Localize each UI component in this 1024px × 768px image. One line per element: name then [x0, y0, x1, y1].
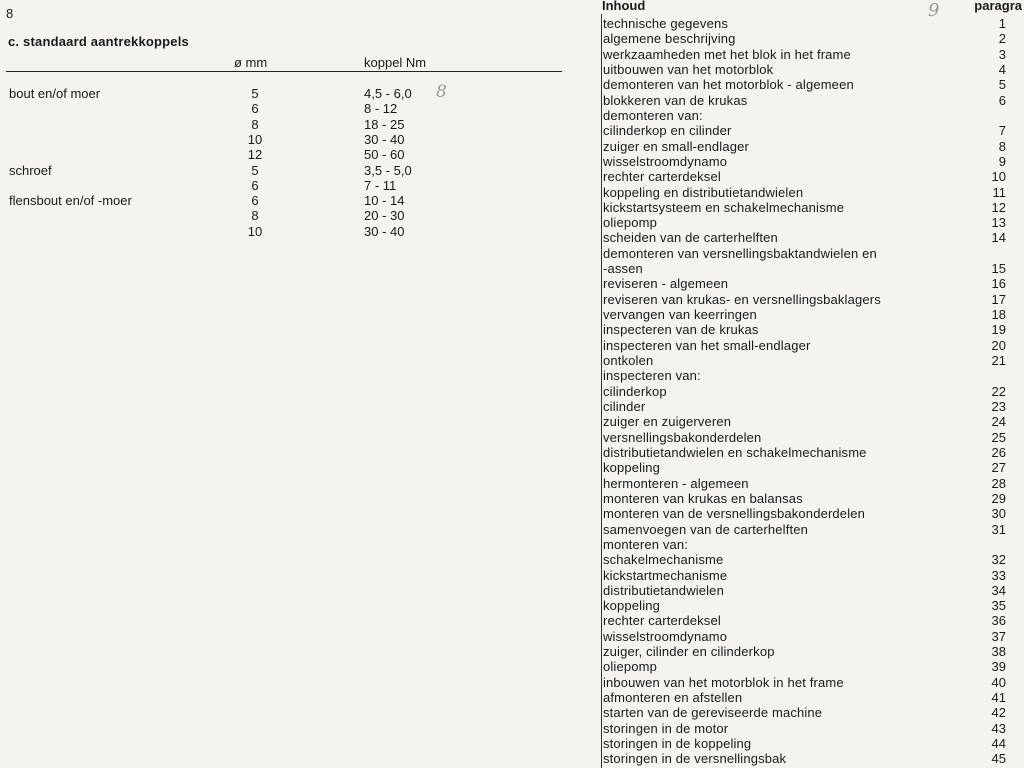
- list-item: [580, 399, 1024, 414]
- handwritten-mark: 8: [436, 82, 447, 102]
- table-row: [0, 147, 580, 162]
- toc-item-number: 17: [991, 291, 1006, 307]
- row-koppel: 50 - 60: [364, 147, 405, 163]
- list-item: [580, 276, 1024, 291]
- toc-item-number: 1: [998, 16, 1006, 31]
- list-item: [580, 338, 1024, 353]
- list-item: [580, 705, 1024, 720]
- table-row: [0, 101, 580, 116]
- toc-item-label: rechter carterdeksel: [603, 169, 721, 185]
- row-diameter: 10: [247, 223, 263, 239]
- list-item: [580, 246, 1024, 261]
- toc-item-number: 37: [991, 628, 1006, 644]
- toc-item-label: inspecteren van de krukas: [603, 322, 759, 338]
- list-item: [580, 751, 1024, 766]
- row-koppel: 30 - 40: [364, 223, 405, 239]
- toc-item-label: zuiger, cilinder en cilinderkop: [603, 644, 775, 660]
- list-item: [580, 307, 1024, 322]
- toc-item-number: 12: [991, 199, 1006, 215]
- list-item: [580, 552, 1024, 567]
- toc-item-label: oliepomp: [603, 659, 657, 675]
- toc-item-label: zuiger en small-endlager: [603, 138, 749, 154]
- page-number: 8: [6, 6, 14, 21]
- toc-item-label: samenvoegen van de carterhelften: [603, 521, 808, 537]
- table-row: [0, 117, 580, 132]
- row-label: schroef: [9, 162, 52, 178]
- row-koppel: 7 - 11: [364, 177, 397, 193]
- list-item: [580, 476, 1024, 491]
- toc-item-label: wisselstroomdynamo: [603, 628, 728, 644]
- list-item: [580, 62, 1024, 77]
- list-item: [580, 537, 1024, 552]
- toc-item-number: 41: [991, 690, 1006, 706]
- list-item: [580, 430, 1024, 445]
- row-diameter: 8: [251, 116, 259, 132]
- row-diameter: 6: [251, 177, 259, 193]
- toc-item-number: 19: [991, 322, 1006, 338]
- toc-item-label: distributietandwielen: [603, 582, 724, 598]
- toc-item-label: wisselstroomdynamo: [603, 153, 728, 169]
- toc-item-number: 36: [991, 613, 1006, 629]
- toc-item-number: 14: [991, 230, 1006, 246]
- row-diameter: 10: [247, 131, 263, 147]
- list-item: [580, 690, 1024, 705]
- toc-item-number: 5: [998, 77, 1006, 93]
- list-item: [580, 108, 1024, 123]
- toc-item-label: oliepomp: [603, 215, 657, 231]
- toc-item-number: 35: [991, 598, 1006, 614]
- toc-item-label: demonteren van:: [603, 107, 703, 123]
- toc-item-label: storingen in de koppeling: [603, 736, 752, 752]
- header-rule: [6, 71, 562, 72]
- toc-item-number: 8: [998, 138, 1006, 154]
- toc-item-number: 40: [991, 674, 1006, 690]
- toc-item-label: koppeling: [603, 598, 661, 614]
- list-item: [580, 169, 1024, 184]
- list-item: [580, 31, 1024, 46]
- toc-paragraph-header: paragra: [974, 0, 1022, 13]
- list-item: [580, 123, 1024, 138]
- row-diameter: 6: [251, 193, 259, 209]
- row-diameter: 5: [251, 162, 259, 178]
- toc-item-number: 38: [991, 644, 1006, 660]
- toc-item-number: 4: [998, 61, 1006, 77]
- toc-item-label: vervangen van keerringen: [603, 307, 757, 323]
- row-koppel: 20 - 30: [364, 208, 405, 224]
- list-item: [580, 659, 1024, 674]
- row-label: flensbout en/of -moer: [9, 193, 132, 209]
- toc-item-number: 16: [991, 276, 1006, 292]
- toc-item-number: 45: [991, 751, 1006, 767]
- list-item: [580, 568, 1024, 583]
- toc-item-number: 11: [992, 184, 1006, 200]
- toc-item-label: rechter carterdeksel: [603, 613, 721, 629]
- toc-item-label: storingen in de motor: [603, 720, 729, 736]
- toc-item-number: 32: [991, 552, 1006, 568]
- toc-item-label: hermonteren - algemeen: [603, 475, 749, 491]
- row-diameter: 5: [251, 86, 259, 101]
- toc-item-number: 30: [991, 506, 1006, 522]
- toc-item-number: 3: [998, 46, 1006, 62]
- toc-item-number: 33: [991, 567, 1006, 583]
- list-item: [580, 322, 1024, 337]
- row-diameter: 8: [251, 208, 259, 224]
- row-label: bout en/of moer: [9, 86, 101, 101]
- row-koppel: 4,5 - 6,0: [364, 86, 412, 101]
- list-item: [580, 721, 1024, 736]
- handwritten-page-mark: 9: [928, 0, 940, 21]
- list-item: [580, 583, 1024, 598]
- toc-item-label: cilinder: [603, 399, 646, 414]
- toc-item-number: 29: [991, 490, 1006, 506]
- toc-item-label: cilinderkop en cilinder: [603, 123, 732, 139]
- list-item: [580, 675, 1024, 690]
- toc-item-label: distributietandwielen en schakelmechanisme: [603, 444, 867, 460]
- table-row: [0, 132, 580, 147]
- row-koppel: 30 - 40: [364, 131, 405, 147]
- list-item: [580, 215, 1024, 230]
- list-item: [580, 292, 1024, 307]
- toc-item-label: inspecteren van het small-endlager: [603, 337, 811, 353]
- list-item: [580, 644, 1024, 659]
- table-row: [0, 86, 580, 101]
- toc-item-number: 28: [991, 475, 1006, 491]
- toc-item-label: monteren van krukas en balansas: [603, 490, 803, 506]
- toc-item-number: 20: [991, 337, 1006, 353]
- toc-item-label: koppeling en distributietandwielen: [603, 184, 804, 200]
- list-item: [580, 736, 1024, 751]
- toc-item-number: 43: [991, 720, 1006, 736]
- toc-title: Inhoud: [602, 0, 646, 13]
- column-header-diameter: ø mm: [234, 55, 268, 70]
- toc-item-number: 15: [991, 261, 1006, 277]
- toc-item-number: 26: [991, 444, 1006, 460]
- toc-item-label: kickstartsysteem en schakelmechanisme: [603, 199, 845, 215]
- toc-item-number: 18: [991, 307, 1006, 323]
- list-item: [580, 200, 1024, 215]
- row-koppel: 10 - 14: [364, 193, 405, 209]
- list-item: [580, 154, 1024, 169]
- row-koppel: 8 - 12: [364, 101, 398, 117]
- toc-item-number: 21: [991, 353, 1006, 369]
- row-diameter: 6: [251, 101, 259, 117]
- toc-item-label: versnellingsbakonderdelen: [603, 429, 762, 445]
- toc-item-number: 24: [991, 414, 1006, 430]
- toc-item-number: 31: [991, 521, 1006, 537]
- toc-item-label: -assen: [603, 261, 643, 277]
- row-diameter: 12: [247, 147, 263, 163]
- list-item: [580, 445, 1024, 460]
- toc-item-label: reviseren - algemeen: [603, 276, 729, 292]
- toc-item-number: 23: [991, 399, 1006, 414]
- toc-item-label: koppeling: [603, 460, 661, 476]
- toc-item-number: 7: [998, 123, 1006, 139]
- list-item: [580, 613, 1024, 628]
- row-koppel: 18 - 25: [364, 116, 405, 132]
- toc-item-number: 44: [991, 736, 1006, 752]
- list-item: [580, 230, 1024, 245]
- toc-item-label: monteren van:: [603, 536, 689, 552]
- list-item: [580, 460, 1024, 475]
- list-item: [580, 93, 1024, 108]
- list-item: [580, 522, 1024, 537]
- toc-item-label: werkzaamheden met het blok in het frame: [603, 46, 851, 62]
- row-koppel: 3,5 - 5,0: [364, 162, 412, 178]
- list-item: [580, 47, 1024, 62]
- toc-item-number: 22: [991, 383, 1006, 399]
- toc-item-label: ontkolen: [603, 353, 654, 369]
- toc-item-number: 34: [991, 582, 1006, 598]
- toc-item-number: 27: [991, 460, 1006, 476]
- list-item: [580, 598, 1024, 613]
- toc-item-label: demonteren van het motorblok - algemeen: [603, 77, 854, 93]
- list-item: [580, 629, 1024, 644]
- toc-item-label: blokkeren van de krukas: [603, 92, 748, 108]
- toc-item-label: schakelmechanisme: [603, 552, 724, 568]
- list-item: [580, 185, 1024, 200]
- toc-item-number: 10: [991, 169, 1006, 185]
- list-item: [580, 261, 1024, 276]
- toc-item-number: 42: [991, 705, 1006, 721]
- toc-item-label: zuiger en zuigerveren: [603, 414, 732, 430]
- table-row: [0, 208, 580, 223]
- toc-item-number: 9: [998, 153, 1006, 169]
- toc-item-label: inspecteren van:: [603, 368, 701, 384]
- toc-item-label: algemene beschrijving: [603, 31, 736, 47]
- toc-item-label: storingen in de versnellingsbak: [603, 751, 787, 767]
- table-row: [0, 178, 580, 193]
- toc-item-label: inbouwen van het motorblok in het frame: [603, 674, 844, 690]
- toc-item-label: uitbouwen van het motorblok: [603, 61, 774, 77]
- section-title: c. standaard aantrekkoppels: [8, 34, 189, 49]
- toc-item-label: technische gegevens: [603, 16, 728, 31]
- list-item: [580, 491, 1024, 506]
- toc-item-number: 6: [998, 92, 1006, 108]
- list-item: [580, 353, 1024, 368]
- toc-item-label: afmonteren en afstellen: [603, 690, 743, 706]
- table-row: [0, 193, 580, 208]
- toc-item-number: 39: [991, 659, 1006, 675]
- toc-item-label: monteren van de versnellingsbakonderdelen: [603, 506, 865, 522]
- toc-item-label: reviseren van krukas- en versnellingsbaklagers: [603, 291, 881, 307]
- list-item: [580, 368, 1024, 383]
- column-header-koppel: koppel Nm: [364, 55, 427, 70]
- toc-item-label: scheiden van de carterhelften: [603, 230, 778, 246]
- toc-item-number: 25: [991, 429, 1006, 445]
- toc-item-label: kickstartmechanisme: [603, 567, 728, 583]
- list-item: [580, 77, 1024, 92]
- list-item: [580, 16, 1024, 31]
- right-page: [580, 0, 1024, 768]
- toc-item-number: 13: [991, 215, 1006, 231]
- toc-item-number: 2: [998, 31, 1006, 47]
- list-item: [580, 384, 1024, 399]
- toc-item-label: starten van de gereviseerde machine: [603, 705, 823, 721]
- table-row: [0, 163, 580, 178]
- list-item: [580, 506, 1024, 521]
- list-item: [580, 414, 1024, 429]
- table-row: [0, 224, 580, 239]
- toc-item-label: demonteren van versnellingsbaktandwielen en: [603, 245, 877, 261]
- list-item: [580, 139, 1024, 154]
- toc-item-label: cilinderkop: [603, 383, 667, 399]
